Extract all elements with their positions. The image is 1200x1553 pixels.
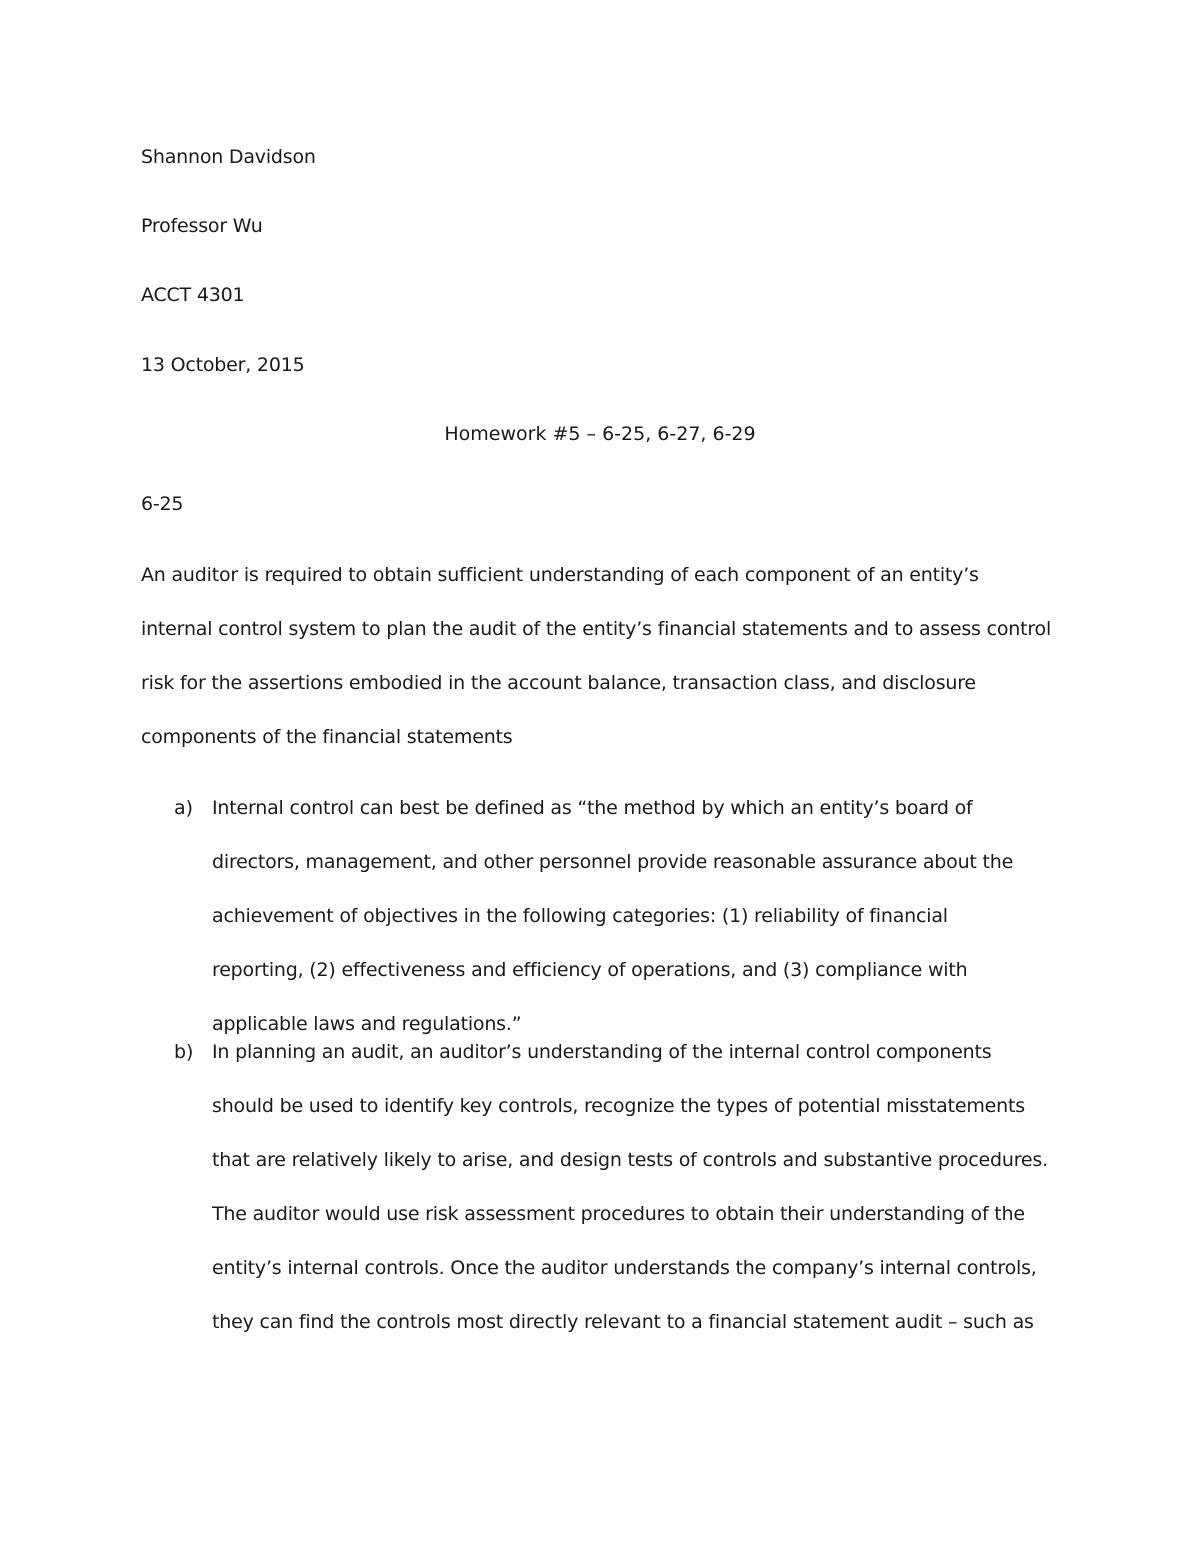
document-title: Homework #5 – 6-25, 6-27, 6-29 (444, 423, 756, 445)
list-item-a-line: achievement of objectives in the following categories: (1) reliability of financial (212, 905, 948, 927)
list-marker-a: a) (174, 797, 194, 819)
document-date: 13 October, 2015 (141, 354, 305, 376)
section-label: 6-25 (141, 493, 184, 515)
list-item-a-line: reporting, (2) effectiveness and efficiency of operations, and (3) compliance with (212, 959, 968, 981)
professor-name: Professor Wu (141, 215, 263, 237)
paragraph-line: components of the financial statements (141, 726, 513, 748)
list-item-a-line: directors, management, and other personnel provide reasonable assurance about the (212, 851, 1014, 873)
list-marker-b: b) (174, 1041, 194, 1063)
paragraph-line: An auditor is required to obtain sufficient understanding of each component of an entity’s (141, 564, 979, 586)
list-item-b-line: should be used to identify key controls, recognize the types of potential misstatements (212, 1095, 1025, 1117)
list-item-b-line: In planning an audit, an auditor’s understanding of the internal control components (212, 1041, 992, 1063)
list-item-b-line: they can find the controls most directly relevant to a financial statement audit – such as (212, 1311, 1034, 1333)
list-item-b-line: The auditor would use risk assessment procedures to obtain their understanding of the (212, 1203, 1025, 1225)
list-item-b-line: that are relatively likely to arise, and design tests of controls and substantive procedures. (212, 1149, 1048, 1171)
list-item-b-line: entity’s internal controls. Once the auditor understands the company’s internal controls, (212, 1257, 1037, 1279)
student-name: Shannon Davidson (141, 146, 316, 168)
list-item-a-line: applicable laws and regulations.” (212, 1013, 522, 1035)
course-code: ACCT 4301 (141, 284, 245, 306)
list-item-a-line: Internal control can best be defined as “the method by which an entity’s board of (212, 797, 973, 819)
paragraph-line: internal control system to plan the audit of the entity’s financial statements and to assess control (141, 618, 1052, 640)
paragraph-line: risk for the assertions embodied in the account balance, transaction class, and disclosure (141, 672, 976, 694)
